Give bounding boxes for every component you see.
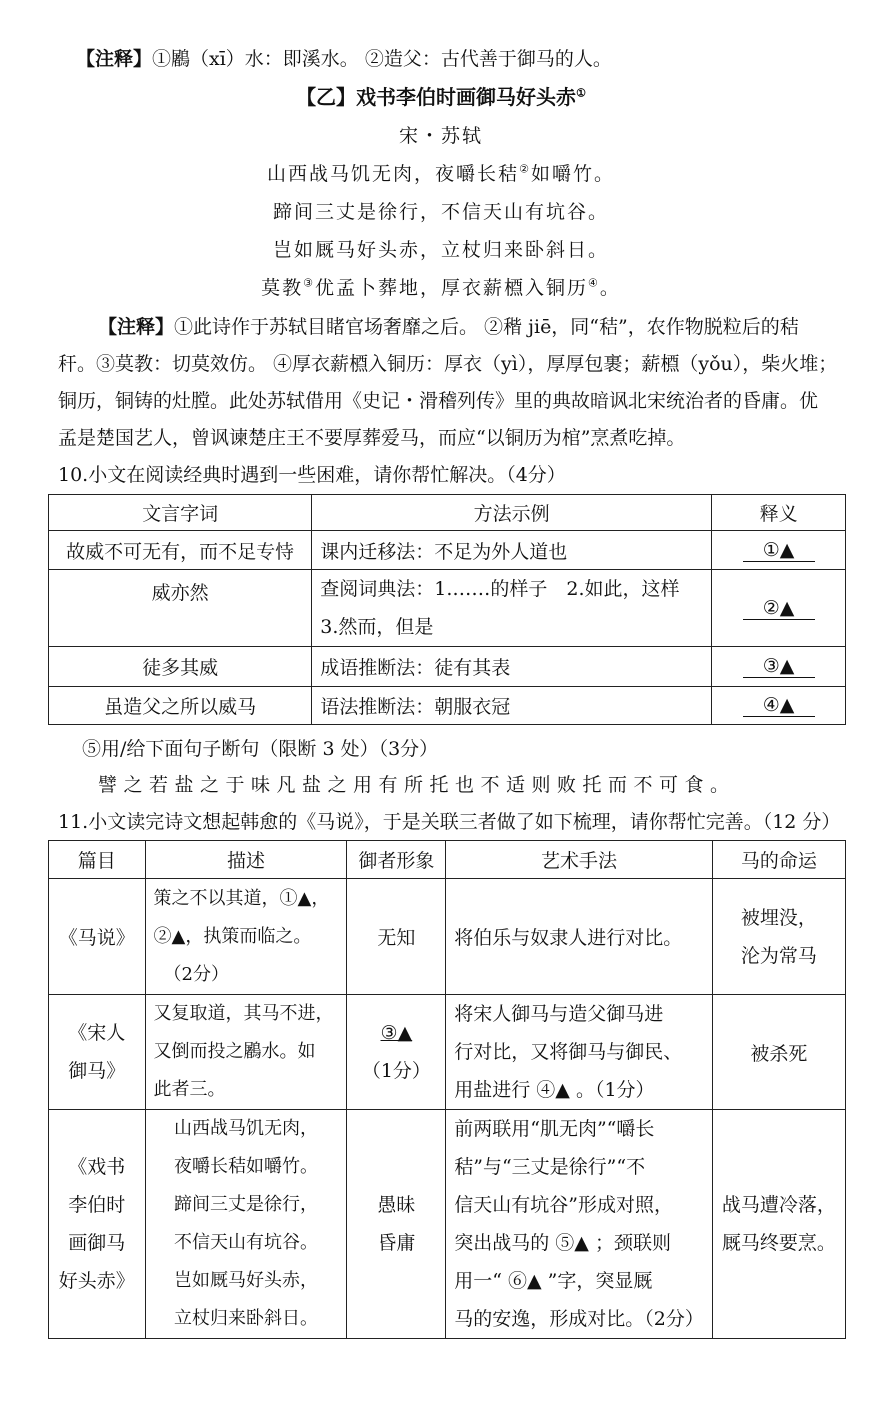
- poem-line: [0, 276, 882, 300]
- header-meaning: 释义: [712, 495, 846, 531]
- fate-cell: 被杀死: [712, 995, 845, 1110]
- text-line: 立杖归来卧斜日。: [174, 1308, 318, 1329]
- text-line: 昏庸: [377, 1232, 416, 1254]
- note-label: 【注释】: [98, 316, 175, 338]
- text-line: （2分）: [163, 963, 229, 985]
- description-cell: [145, 879, 347, 995]
- table-cell: [712, 647, 846, 687]
- text-line: 画御马: [68, 1232, 126, 1254]
- poem-title-footnote: ①: [576, 86, 586, 100]
- text-line: 将宋人御马与造父御马进: [454, 1003, 664, 1025]
- word-cell: 徒多其威: [49, 647, 312, 687]
- table-row: [49, 647, 846, 687]
- text-line: ④: [588, 276, 600, 290]
- method-cell: [312, 570, 712, 647]
- table-row: [49, 531, 846, 570]
- text-line: 策之不以其道，①▲，: [153, 887, 330, 909]
- text-line: 沦为常马: [740, 944, 817, 967]
- poem-title: [0, 85, 882, 109]
- text-line: 岂如厩马好头赤，: [174, 1270, 318, 1291]
- table-row: [49, 570, 846, 647]
- note-label: 【注释】: [76, 48, 153, 70]
- text-line: 马的安逸，形成对比。（2分）: [454, 1308, 704, 1330]
- text-line: 岂如厩马好头赤，立杖归来卧斜日。: [272, 239, 609, 261]
- title-cell: [49, 1110, 146, 1339]
- text-line: 。: [599, 277, 621, 299]
- text-line: 突出战马的 ⑤▲ ；颈联则: [454, 1232, 671, 1254]
- note-text: ①鷵（xī）水：即溪水。 ②造父：古代善于御马的人。: [152, 48, 612, 70]
- header-method: 方法示例: [312, 495, 712, 531]
- title-cell: 《马说》: [49, 879, 146, 995]
- note-a: [76, 47, 612, 71]
- answer-blank[interactable]: ③▲: [380, 1022, 413, 1044]
- header-description: 描述: [145, 841, 347, 879]
- text-line: 蹄间三丈是徐行，: [174, 1194, 318, 1215]
- table-cell: [712, 570, 846, 647]
- header-driver-image: 御者形象: [347, 841, 446, 879]
- note-b-line-3: 铜历，铜铸的灶膛。此处苏轼借用《史记・滑稽列传》里的典故暗讽北宋统治者的昏庸。优: [58, 390, 819, 412]
- question-11-table: [48, 840, 846, 1339]
- text-line: 查阅词典法：1.……的样子 2.如此，这样: [320, 578, 680, 600]
- text-line: 不信天山有坑谷。: [174, 1232, 318, 1253]
- word-cell: 威亦然: [49, 570, 312, 647]
- poem-title-text: 戏书李伯时画御马好头赤: [356, 85, 577, 109]
- method-cell: 课内迁移法：不足为外人道也: [312, 531, 712, 570]
- text-line: 优孟卜葬地，厚衣薪槱入铜历: [314, 277, 588, 299]
- text-line: 战马遭冷落，: [721, 1194, 836, 1216]
- technique-cell: [446, 995, 713, 1110]
- table-header-row: [49, 841, 846, 879]
- description-cell: [145, 1110, 347, 1339]
- punctuation-sentence[interactable]: 譬之若盐之于味凡盐之用有所托也不适则败托而不可食。: [98, 774, 736, 796]
- method-cell: 语法推断法：朝服衣冠: [312, 687, 712, 725]
- driver-image-cell: 无知: [347, 879, 446, 995]
- title-cell: [49, 995, 146, 1110]
- description-cell: [145, 995, 347, 1110]
- text-line: 山西战马饥无肉，: [174, 1118, 318, 1139]
- text-line: 用一“ ⑥▲ ”字，突显厩: [454, 1270, 653, 1292]
- header-horse-fate: 马的命运: [712, 841, 845, 879]
- answer-blank[interactable]: ③▲: [743, 655, 815, 678]
- text-line: 如嚼竹。: [530, 163, 615, 185]
- question-10-stem: 10.小文在阅读经典时遇到一些困难，请你帮忙解决。（4分）: [58, 464, 566, 486]
- header-technique: 艺术手法: [446, 841, 713, 879]
- text-line: 愚昧: [377, 1194, 416, 1216]
- text-line: 用盐进行 ④▲ 。（1分）: [454, 1079, 655, 1101]
- answer-blank[interactable]: ④▲: [743, 694, 815, 717]
- text-line: 前两联用“肌无肉”“嚼长: [454, 1118, 655, 1140]
- fate-cell: [712, 1110, 845, 1339]
- note-b-line-2: 秆。③莫教：切莫效仿。 ④厚衣薪槱入铜历：厚衣（yì），厚厚包裹；薪槱（yǒu），柴火堆；: [58, 353, 838, 375]
- text-line: 秸”与“三丈是徐行”“不: [454, 1156, 646, 1178]
- text-line: （1分）: [361, 1060, 431, 1082]
- text-line: 《宋人: [68, 1022, 126, 1044]
- text-line: 被埋没，: [740, 906, 817, 929]
- text-line: 莫教: [261, 277, 304, 299]
- text-line: ②▲，执策而临之。: [153, 925, 312, 947]
- poem-line: [0, 162, 882, 186]
- method-cell: 成语推断法：徒有其表: [312, 647, 712, 687]
- text-line: 《戏书: [68, 1156, 126, 1178]
- text-line: 山西战马饥无肉，夜嚼长秸: [267, 163, 520, 185]
- text-line: 蹄间三丈是徐行，不信天山有坑谷。: [272, 201, 609, 223]
- poem-author: 宋・苏轼: [398, 125, 483, 147]
- poem-prefix: 【乙】: [296, 85, 357, 109]
- note-b-line-4: 孟是楚国艺人，曾讽谏楚庄王不要厚葬爱马，而应“以铜历为棺”烹煮吃掉。: [58, 427, 686, 449]
- question-10-sub5: ⑤用/给下面句子断句（限断 3 处）（3分）: [82, 738, 439, 760]
- driver-image-cell: [347, 1110, 446, 1339]
- text-line: ③: [303, 276, 315, 290]
- answer-blank[interactable]: ①▲: [743, 539, 815, 562]
- text-line: 好头赤》: [58, 1270, 135, 1292]
- text-line: 信天山有坑谷”形成对照，: [454, 1194, 673, 1216]
- text-line: 厩马终要烹。: [721, 1232, 836, 1254]
- answer-blank[interactable]: ②▲: [743, 597, 815, 620]
- text-line: 此者三。: [153, 1079, 226, 1100]
- table-row: [49, 995, 846, 1110]
- word-cell: 故威不可无有，而不足专恃: [49, 531, 312, 570]
- note-b-line-1: [98, 315, 799, 339]
- table-row: [49, 1110, 846, 1339]
- text-line: 李伯时: [68, 1194, 126, 1216]
- table-header-row: [49, 495, 846, 531]
- text-line: ②: [519, 162, 531, 176]
- table-cell: [712, 531, 846, 570]
- table-row: [49, 687, 846, 725]
- table-row: [49, 879, 846, 995]
- text-line: 又复取道，其马不进，: [153, 1003, 334, 1024]
- poem-line: [0, 238, 882, 262]
- technique-cell: 将伯乐与奴隶人进行对比。: [446, 879, 713, 995]
- fate-cell: [712, 879, 845, 995]
- text-line: 行对比，又将御马与御民、: [454, 1041, 683, 1063]
- text-line: 夜嚼长秸如嚼竹。: [174, 1156, 318, 1177]
- word-cell: 虽造父之所以威马: [49, 687, 312, 725]
- text-line: 御马》: [68, 1060, 126, 1082]
- header-title: 篇目: [49, 841, 146, 879]
- text-line: 3.然而，但是: [320, 616, 434, 638]
- table-cell: [712, 687, 846, 725]
- technique-cell: [446, 1110, 713, 1339]
- header-word: 文言字词: [49, 495, 312, 531]
- text-line: ①此诗作于苏轼目睹官场奢靡之后。 ②稭 jiē，同“秸”，农作物脱粒后的秸: [174, 316, 799, 338]
- poem-line: [0, 200, 882, 224]
- question-11-stem: 11.小文读完诗文想起韩愈的《马说》，于是关联三者做了如下梳理，请你帮忙完善。（12 分）: [58, 811, 841, 833]
- driver-image-cell: [347, 995, 446, 1110]
- text-line: 又倒而投之鷵水。如: [153, 1041, 316, 1062]
- question-10-table: [48, 494, 846, 725]
